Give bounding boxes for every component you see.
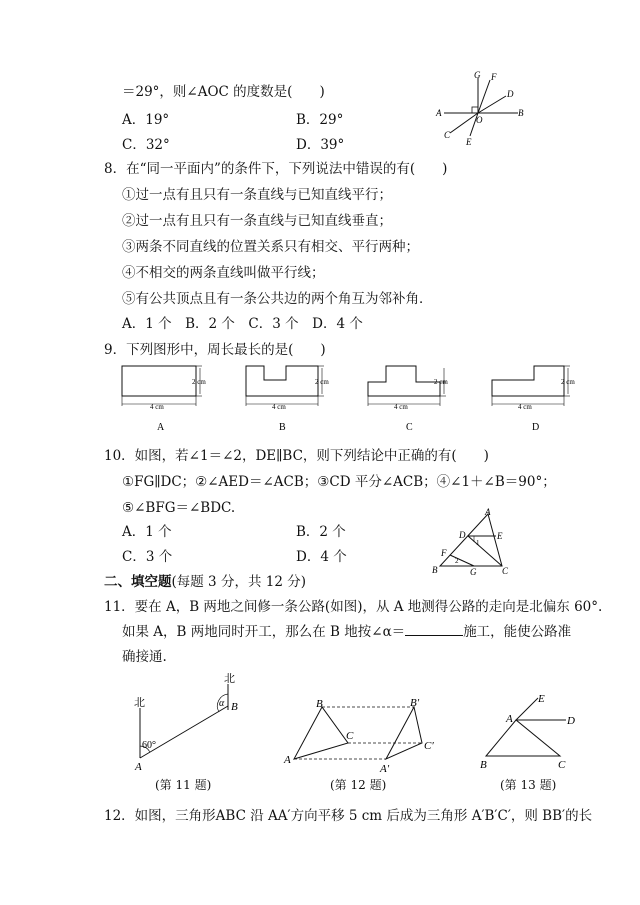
fig12-label-b: B bbox=[316, 698, 323, 710]
q9-c-height: 2 cm bbox=[434, 378, 448, 386]
q9-b-height: 2 cm bbox=[315, 378, 329, 386]
q9-a-width: 4 cm bbox=[150, 403, 164, 411]
q8-item-1: ①过一点有且只有一条直线与已知直线平行； bbox=[122, 187, 392, 203]
fig12-label-a: A bbox=[284, 754, 291, 766]
q7-option-b: B．29° bbox=[296, 112, 344, 128]
q10-label-c: C bbox=[502, 566, 509, 576]
q7-label-a: A bbox=[436, 108, 442, 118]
q7-option-c: C．32° bbox=[122, 137, 170, 153]
q8-stem: 8．在“同一平面内”的条件下，下列说法中错误的有( ) bbox=[104, 161, 448, 177]
q7-label-c: C bbox=[444, 130, 451, 140]
q11-line1: 11．要在 A，B 两地之间修一条公路(如图)，从 A 地测得公路的走向是北偏东 60°. bbox=[104, 599, 603, 615]
q7-label-o: O bbox=[476, 115, 483, 125]
q12-line1: 12．如图，三角形ABC 沿 AA′方向平移 5 cm 后成为三角形 A′B′C′，则 BB′的长 bbox=[104, 808, 593, 824]
q9-b-width: 4 cm bbox=[272, 403, 286, 411]
fig13 bbox=[474, 690, 584, 775]
fig11-angle: 60° bbox=[142, 740, 156, 751]
section-note: (每题 3 分，共 12 分) bbox=[171, 574, 306, 590]
q8-item-3: ③两条不同直线的位置关系只有相交、平行两种； bbox=[122, 239, 419, 255]
fig13-label-a: A bbox=[506, 713, 513, 725]
q8-item-2: ②过一点有且只有一条直线与已知直线垂直； bbox=[122, 213, 392, 229]
q7-option-d: D．39° bbox=[296, 137, 345, 153]
q8-item-4: ④不相交的两条直线叫做平行线； bbox=[122, 265, 325, 281]
q9-figures bbox=[112, 360, 592, 438]
q9-stem: 9．下列图形中，周长最长的是( ) bbox=[104, 342, 326, 358]
q10-label-b: B bbox=[432, 565, 438, 575]
q10-label-d: D bbox=[459, 530, 466, 540]
q11-line3: 确接通. bbox=[122, 649, 167, 665]
fig13-label-b: B bbox=[480, 759, 487, 771]
q7-label-b: B bbox=[518, 108, 524, 118]
q9-figure-a bbox=[122, 366, 206, 433]
q10-option-c: C．3 个 bbox=[122, 549, 173, 565]
fig11-label-a: A bbox=[135, 761, 142, 773]
fig11-north-a: 北 bbox=[134, 697, 145, 709]
fig13-label-d: D bbox=[567, 715, 575, 727]
fig11-north-b: 北 bbox=[224, 673, 235, 685]
q10-option-b: B．2 个 bbox=[296, 524, 346, 540]
q11-line2 bbox=[122, 620, 571, 640]
q9-caption-b: B bbox=[279, 422, 286, 433]
q10-figure bbox=[428, 508, 518, 578]
q10-label-f: F bbox=[441, 548, 447, 558]
q9-figure-c bbox=[368, 366, 448, 433]
q11-line2-pre: 如果 A，B 两地同时开工，那么在 B 地按∠α＝ bbox=[122, 624, 406, 640]
fig11-caption: (第 11 题) bbox=[155, 778, 212, 792]
fig12-label-a-prime: A′ bbox=[380, 763, 390, 775]
fig13-label-c: C bbox=[558, 759, 566, 771]
q9-figure-b bbox=[246, 366, 329, 433]
q9-a-height: 2 cm bbox=[192, 378, 206, 386]
q11-answer-blank[interactable] bbox=[405, 623, 463, 636]
q7-label-e: E bbox=[466, 137, 472, 147]
q11-line2-post: 施工，能使公路准 bbox=[463, 624, 572, 640]
section-title: 二、填空题 bbox=[104, 574, 172, 590]
q10-stem: 10．如图，若∠1＝∠2，DE∥BC，则下列结论中正确的有( ) bbox=[104, 448, 489, 464]
q7-figure bbox=[430, 68, 530, 148]
q7-label-d: D bbox=[507, 89, 514, 99]
q9-caption-d: D bbox=[532, 422, 540, 433]
fig11-alpha: α bbox=[219, 698, 225, 709]
q9-caption-c: C bbox=[406, 422, 413, 433]
fig12-label-c: C bbox=[346, 730, 354, 742]
fig12-caption: (第 12 题) bbox=[330, 778, 387, 792]
fig11 bbox=[120, 668, 260, 773]
q10-line2: ⑤∠BFG＝∠BDC. bbox=[122, 500, 236, 516]
q10-label-2: 2 bbox=[455, 557, 459, 565]
q10-option-d: D．4 个 bbox=[296, 549, 347, 565]
q8-item-5: ⑤有公共顶点且有一条公共边的两个角互为邻补角． bbox=[122, 291, 433, 307]
q9-figure-d bbox=[492, 366, 575, 433]
q9-caption-a: A bbox=[157, 422, 165, 433]
q9-d-width: 4 cm bbox=[518, 403, 532, 411]
fig12-label-b-prime: B′ bbox=[410, 697, 420, 709]
q7-stem-tail: ＝29°，则∠AOC 的度数是( ) bbox=[122, 84, 325, 100]
q10-label-1: 1 bbox=[476, 539, 480, 547]
section-heading bbox=[104, 570, 306, 590]
q9-c-width: 4 cm bbox=[394, 403, 408, 411]
q10-label-e: E bbox=[497, 531, 503, 541]
fig13-label-e: E bbox=[538, 693, 545, 705]
q10-label-g: G bbox=[470, 567, 477, 577]
q8-options: A．1 个 B．2 个 C．3 个 D．4 个 bbox=[122, 316, 363, 332]
q10-option-a: A．1 个 bbox=[122, 524, 172, 540]
fig13-caption: (第 13 题) bbox=[500, 778, 557, 792]
q10-label-a: A bbox=[485, 508, 491, 517]
fig12-label-c-prime: C′ bbox=[424, 740, 434, 752]
fig12 bbox=[282, 695, 442, 775]
fig11-label-b: B bbox=[231, 701, 238, 713]
q9-d-height: 2 cm bbox=[561, 378, 575, 386]
q7-label-f: F bbox=[491, 72, 497, 82]
q7-label-g: G bbox=[474, 70, 481, 80]
q10-line1: ①FG∥DC；②∠AED＝∠ACB；③CD 平分∠ACB；④∠1＋∠B＝90°； bbox=[122, 474, 556, 490]
q7-option-a: A．19° bbox=[122, 112, 170, 128]
